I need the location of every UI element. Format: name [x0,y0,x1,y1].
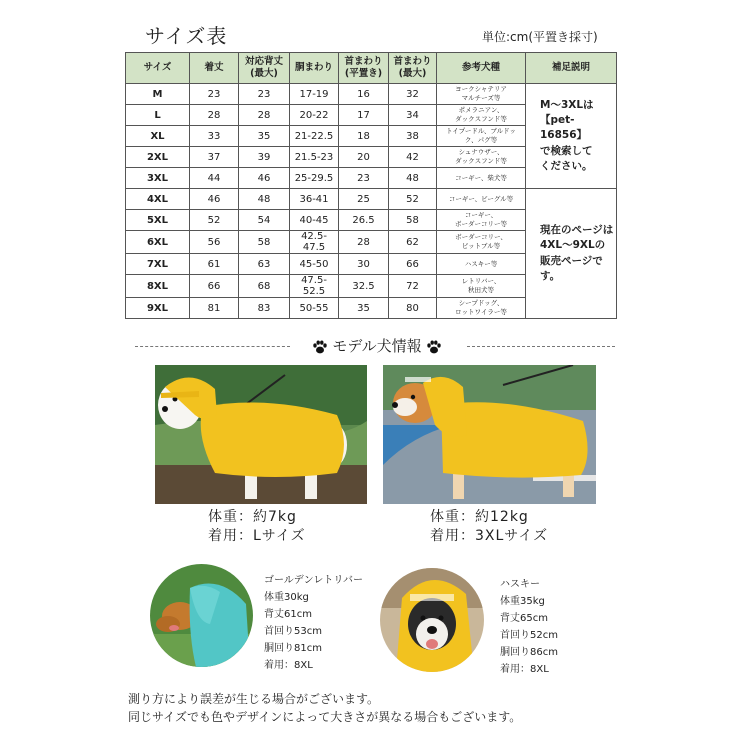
cell-neck-max: 48 [389,168,437,189]
cell-neck-flat: 20 [339,147,389,168]
cell-back: 68 [239,275,290,298]
cell-size: 5XL [126,210,190,231]
footer-line-2: 同じサイズでも色やデザインによって大きさが異なる場合もございます。 [128,710,522,724]
cell-breed: ボーダーコリー、 ピットブル等 [437,231,526,254]
golden-retriever-size: 着用：8XL [264,660,313,671]
cell-neck-flat: 25 [339,189,389,210]
cell-breed: レトリバー、 秋田犬等 [437,275,526,298]
cell-neck-flat: 17 [339,105,389,126]
header-chest: 胴まわり [290,53,339,84]
cell-neck-max: 66 [389,254,437,275]
husky-size: 着用：8XL [500,664,549,675]
model-1-weight: 体重：約7kg [208,509,297,525]
cell-neck-flat: 26.5 [339,210,389,231]
husky-chest: 胴回り86cm [500,647,558,658]
cell-breed: ヨークシャテリア マルチーズ等 [437,84,526,105]
cell-length: 46 [190,189,239,210]
cell-neck-flat: 18 [339,126,389,147]
footer-notes [128,690,521,726]
cell-size: 8XL [126,275,190,298]
husky-neck: 首回り52cm [500,630,558,641]
header-neck-max: 首まわり (最大) [389,53,437,84]
table-header-row [126,53,617,84]
table-row [126,189,617,210]
cell-neck-max: 38 [389,126,437,147]
cell-length: 66 [190,275,239,298]
table-row [126,84,617,105]
cell-back: 58 [239,231,290,254]
note-current-page: 現在のページは 4XL～9XLの 販売ページです。 [526,189,617,319]
header-length: 着丈 [190,53,239,84]
cell-neck-max: 72 [389,275,437,298]
cell-neck-flat: 35 [339,298,389,319]
cell-breed: シープドッグ、 ロットワイラー等 [437,298,526,319]
cell-length: 61 [190,254,239,275]
cell-size: 4XL [126,189,190,210]
golden-retriever-neck: 首回り53cm [264,626,322,637]
cell-length: 33 [190,126,239,147]
cell-back: 28 [239,105,290,126]
cell-breed: シュナウザー、 ダックスフンド等 [437,147,526,168]
cell-neck-flat: 28 [339,231,389,254]
note-search: M～3XLは 【pet-16856】 で検索して ください。 [526,84,617,189]
cell-back: 23 [239,84,290,105]
cell-length: 23 [190,84,239,105]
cell-neck-flat: 30 [339,254,389,275]
husky-weight: 体重35kg [500,596,545,607]
cell-neck-flat: 32.5 [339,275,389,298]
cell-chest: 21.5-23 [290,147,339,168]
header-note: 補足説明 [526,53,617,84]
header-back: 対応背丈 (最大) [239,53,290,84]
size-table [125,52,617,319]
cell-chest: 36-41 [290,189,339,210]
cell-chest: 25-29.5 [290,168,339,189]
model-section-title [292,335,462,356]
header-breed: 参考犬種 [437,53,526,84]
paw-icon [426,339,442,355]
cell-back: 63 [239,254,290,275]
model-2-weight: 体重：約12kg [430,509,529,525]
cell-neck-max: 80 [389,298,437,319]
cell-chest: 17-19 [290,84,339,105]
cell-size: 9XL [126,298,190,319]
cell-size: XL [126,126,190,147]
cell-breed: ポメラニアン、 ダックスフンド等 [437,105,526,126]
golden-retriever-weight: 体重30kg [264,592,309,603]
cell-chest: 20-22 [290,105,339,126]
unit-label: 単位:cm(平置き採寸) [482,30,598,44]
model-section-label: モデル犬情報 [332,337,422,355]
cell-chest: 45-50 [290,254,339,275]
golden-retriever-name: ゴールデンレトリバー [264,575,364,586]
cell-length: 52 [190,210,239,231]
cell-back: 83 [239,298,290,319]
cell-breed: コーギー、ビーグル等 [437,189,526,210]
cell-back: 48 [239,189,290,210]
header-neck-flat: 首まわり (平置き) [339,53,389,84]
cell-size: L [126,105,190,126]
paw-icon [312,339,328,355]
header-size: サイズ [126,53,190,84]
cell-breed: コーギー、 ボーダーコリー等 [437,210,526,231]
cell-neck-max: 32 [389,84,437,105]
cell-back: 35 [239,126,290,147]
cell-neck-max: 34 [389,105,437,126]
cell-chest: 42.5-47.5 [290,231,339,254]
cell-size: M [126,84,190,105]
cell-breed: コーギー、柴犬等 [437,168,526,189]
cell-back: 54 [239,210,290,231]
divider-left [135,346,290,347]
model-photo-2 [383,365,596,504]
husky-back: 背丈65cm [500,613,548,624]
golden-retriever-info [264,572,363,674]
page-title: サイズ表 [145,24,228,48]
cell-size: 7XL [126,254,190,275]
cell-neck-flat: 16 [339,84,389,105]
cell-breed: ハスキー等 [437,254,526,275]
cell-chest: 47.5-52.5 [290,275,339,298]
cell-neck-flat: 23 [339,168,389,189]
golden-retriever-photo [150,564,253,667]
cell-length: 81 [190,298,239,319]
husky-photo [380,568,484,672]
cell-chest: 21-22.5 [290,126,339,147]
cell-length: 56 [190,231,239,254]
model-2-caption [430,508,548,546]
cell-length: 44 [190,168,239,189]
cell-back: 39 [239,147,290,168]
cell-neck-max: 62 [389,231,437,254]
cell-size: 2XL [126,147,190,168]
husky-name: ハスキー [500,579,540,590]
golden-retriever-chest: 胴回り81cm [264,643,322,654]
cell-length: 37 [190,147,239,168]
golden-retriever-back: 背丈61cm [264,609,312,620]
cell-chest: 40-45 [290,210,339,231]
divider-right [467,346,615,347]
cell-size: 6XL [126,231,190,254]
cell-length: 28 [190,105,239,126]
footer-line-1: 測り方により誤差が生じる場合がございます。 [128,692,380,706]
cell-neck-max: 52 [389,189,437,210]
cell-breed: トイプードル、ブルドッ ク、パグ等 [437,126,526,147]
cell-back: 46 [239,168,290,189]
cell-chest: 50-55 [290,298,339,319]
model-1-size: 着用：Lサイズ [208,528,306,544]
husky-info [500,576,558,678]
cell-neck-max: 58 [389,210,437,231]
cell-size: 3XL [126,168,190,189]
model-2-size: 着用：3XLサイズ [430,528,549,544]
model-photo-1 [155,365,367,504]
cell-neck-max: 42 [389,147,437,168]
model-1-caption [208,508,306,546]
